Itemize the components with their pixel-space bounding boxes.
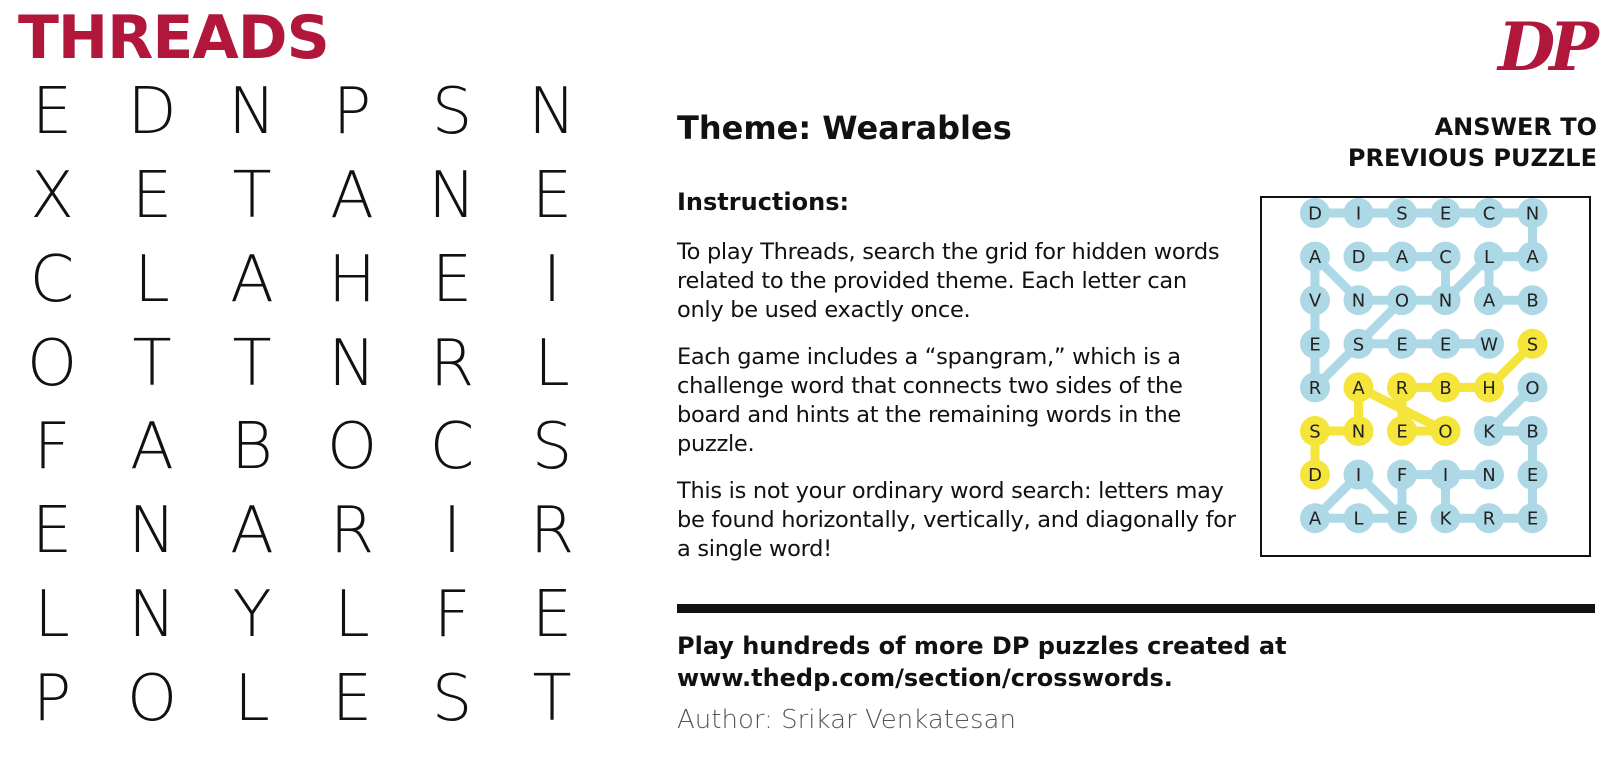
answer-letter: S	[1352, 334, 1365, 356]
promo-text: Play hundreds of more DP puzzles created at www.thedp.com/section/crosswords.	[677, 632, 1287, 692]
instructions-paragraph: Each game includes a “spangram,” which is a challenge word that connects two sides of the board and hints at the remaining words in the puzzle.	[677, 344, 1183, 457]
grid-letter[interactable]: L	[334, 578, 370, 652]
answer-letter: A	[1526, 247, 1539, 269]
grid-letter[interactable]: I	[442, 494, 462, 568]
grid-letter[interactable]: N	[128, 578, 176, 652]
answer-letter: D	[1351, 247, 1366, 269]
grid-letter[interactable]: A	[130, 410, 174, 484]
answer-letter: N	[1482, 465, 1496, 487]
puzzle-title: THREADS	[18, 3, 329, 73]
grid-letter[interactable]: E	[531, 578, 573, 652]
grid-letter[interactable]: E	[531, 159, 573, 233]
answer-letter: C	[1482, 203, 1496, 225]
grid-letter[interactable]: F	[33, 410, 71, 484]
answer-letter: O	[1394, 290, 1410, 312]
grid-letter[interactable]: T	[232, 159, 272, 233]
grid-letter[interactable]: N	[428, 159, 476, 233]
grid-letter[interactable]: L	[34, 578, 70, 652]
answer-letter: L	[1483, 247, 1495, 269]
answer-letter: E	[1396, 508, 1408, 530]
grid-letter[interactable]: O	[126, 662, 178, 736]
answer-letter: A	[1395, 247, 1409, 269]
grid-letter[interactable]: R	[429, 327, 475, 401]
grid-letter[interactable]: D	[127, 75, 177, 149]
answer-letter: R	[1308, 377, 1322, 399]
instructions-paragraph: This is not your ordinary word search: letters may be found horizontally, vertically, and diagonally for a single word!	[677, 478, 1236, 562]
grid-letter[interactable]: A	[330, 159, 374, 233]
answer-letter: S	[1309, 421, 1321, 443]
grid-letter[interactable]: T	[532, 662, 572, 736]
answer-letter: K	[1483, 421, 1495, 443]
grid-letter[interactable]: S	[431, 75, 473, 149]
grid-letter[interactable]: B	[231, 410, 273, 484]
grid-letter[interactable]: P	[332, 75, 372, 149]
grid-letter[interactable]: E	[31, 75, 73, 149]
grid-letter[interactable]: E	[431, 243, 473, 317]
answer-letter: I	[1355, 203, 1362, 225]
grid-letter[interactable]: O	[26, 327, 78, 401]
answer-letter: W	[1480, 334, 1498, 356]
grid-letter[interactable]: F	[433, 578, 471, 652]
answer-letter: D	[1308, 203, 1322, 225]
grid-letter[interactable]: X	[30, 159, 74, 233]
grid-letter[interactable]: A	[230, 494, 274, 568]
answer-letter: H	[1482, 377, 1496, 399]
instructions-paragraph: To play Threads, search the grid for hidden words related to the provided theme. Each letter can only be used exactly once.	[677, 239, 1220, 323]
author-credit: Author: Srikar Venkatesan	[677, 705, 1016, 735]
letter-grid	[0, 70, 630, 745]
grid-letter[interactable]: H	[327, 243, 377, 317]
grid-letter[interactable]: O	[326, 410, 378, 484]
grid-letter[interactable]: N	[228, 75, 276, 149]
grid-letter[interactable]: L	[234, 662, 270, 736]
answer-letter: A	[1308, 247, 1322, 269]
grid-letter[interactable]: N	[528, 75, 576, 149]
grid-letter[interactable]: T	[232, 327, 272, 401]
dp-logo: DP	[1498, 8, 1593, 86]
answer-letter: E	[1396, 334, 1408, 356]
answer-letter: N	[1351, 290, 1366, 312]
grid-letter[interactable]: I	[542, 243, 562, 317]
grid-letter[interactable]: L	[134, 243, 170, 317]
grid-letter[interactable]: C	[29, 243, 75, 317]
grid-letter[interactable]: S	[531, 410, 573, 484]
grid-letter[interactable]: P	[32, 662, 72, 736]
answer-letter: N	[1438, 290, 1453, 312]
grid-letter[interactable]: N	[128, 494, 176, 568]
answer-letter: E	[1439, 203, 1452, 225]
divider	[677, 604, 1595, 613]
answer-letter: R	[1482, 508, 1496, 530]
grid-letter[interactable]: E	[31, 494, 73, 568]
answer-letter: D	[1308, 465, 1322, 487]
previous-answer-svg	[1262, 198, 1589, 555]
grid-letter[interactable]: Y	[232, 578, 272, 652]
answer-letter: R	[1395, 377, 1409, 399]
grid-letter[interactable]: E	[131, 159, 173, 233]
answer-letter: I	[1355, 465, 1362, 487]
answer-letter: A	[1308, 508, 1322, 530]
answer-letter: B	[1526, 421, 1539, 443]
answer-letter: C	[1439, 247, 1452, 269]
answer-letter: S	[1526, 334, 1539, 356]
answer-letter: V	[1308, 290, 1322, 312]
answer-letter: L	[1353, 508, 1364, 530]
grid-letter[interactable]: E	[331, 662, 373, 736]
previous-answer-grid	[1260, 196, 1591, 557]
answer-heading-line: ANSWER TO	[1434, 113, 1597, 141]
answer-letter: E	[1396, 421, 1408, 443]
answer-letter: A	[1352, 377, 1365, 399]
answer-letter: N	[1525, 203, 1540, 225]
instructions-heading: Instructions:	[677, 188, 850, 216]
answer-letter: N	[1351, 421, 1366, 443]
answer-letter: F	[1396, 465, 1408, 487]
grid-letter[interactable]: S	[431, 662, 473, 736]
theme-label: Theme: Wearables	[677, 109, 1012, 147]
answer-letter: B	[1526, 290, 1539, 312]
answer-heading-line: PREVIOUS PUZZLE	[1347, 144, 1597, 172]
grid-letter[interactable]: C	[429, 410, 475, 484]
answer-letter: E	[1526, 465, 1539, 487]
answer-letter: S	[1396, 203, 1408, 225]
answer-letter: E	[1439, 334, 1452, 356]
answer-letter: E	[1309, 334, 1321, 356]
answer-letter: A	[1482, 290, 1496, 312]
answer-letter: O	[1525, 377, 1540, 399]
grid-letter[interactable]: L	[534, 327, 570, 401]
grid-letter[interactable]: R	[329, 494, 375, 568]
answer-letter: E	[1526, 508, 1539, 530]
answer-letter: K	[1439, 508, 1452, 530]
grid-letter[interactable]: N	[328, 327, 376, 401]
grid-letter[interactable]: R	[529, 494, 575, 568]
instructions-body	[677, 238, 1237, 582]
answer-letter: B	[1439, 377, 1452, 399]
answer-heading	[1280, 112, 1597, 174]
grid-letter[interactable]: T	[132, 327, 172, 401]
answer-letter: I	[1442, 465, 1449, 487]
answer-letter: O	[1438, 421, 1453, 443]
grid-letter[interactable]: A	[230, 243, 274, 317]
